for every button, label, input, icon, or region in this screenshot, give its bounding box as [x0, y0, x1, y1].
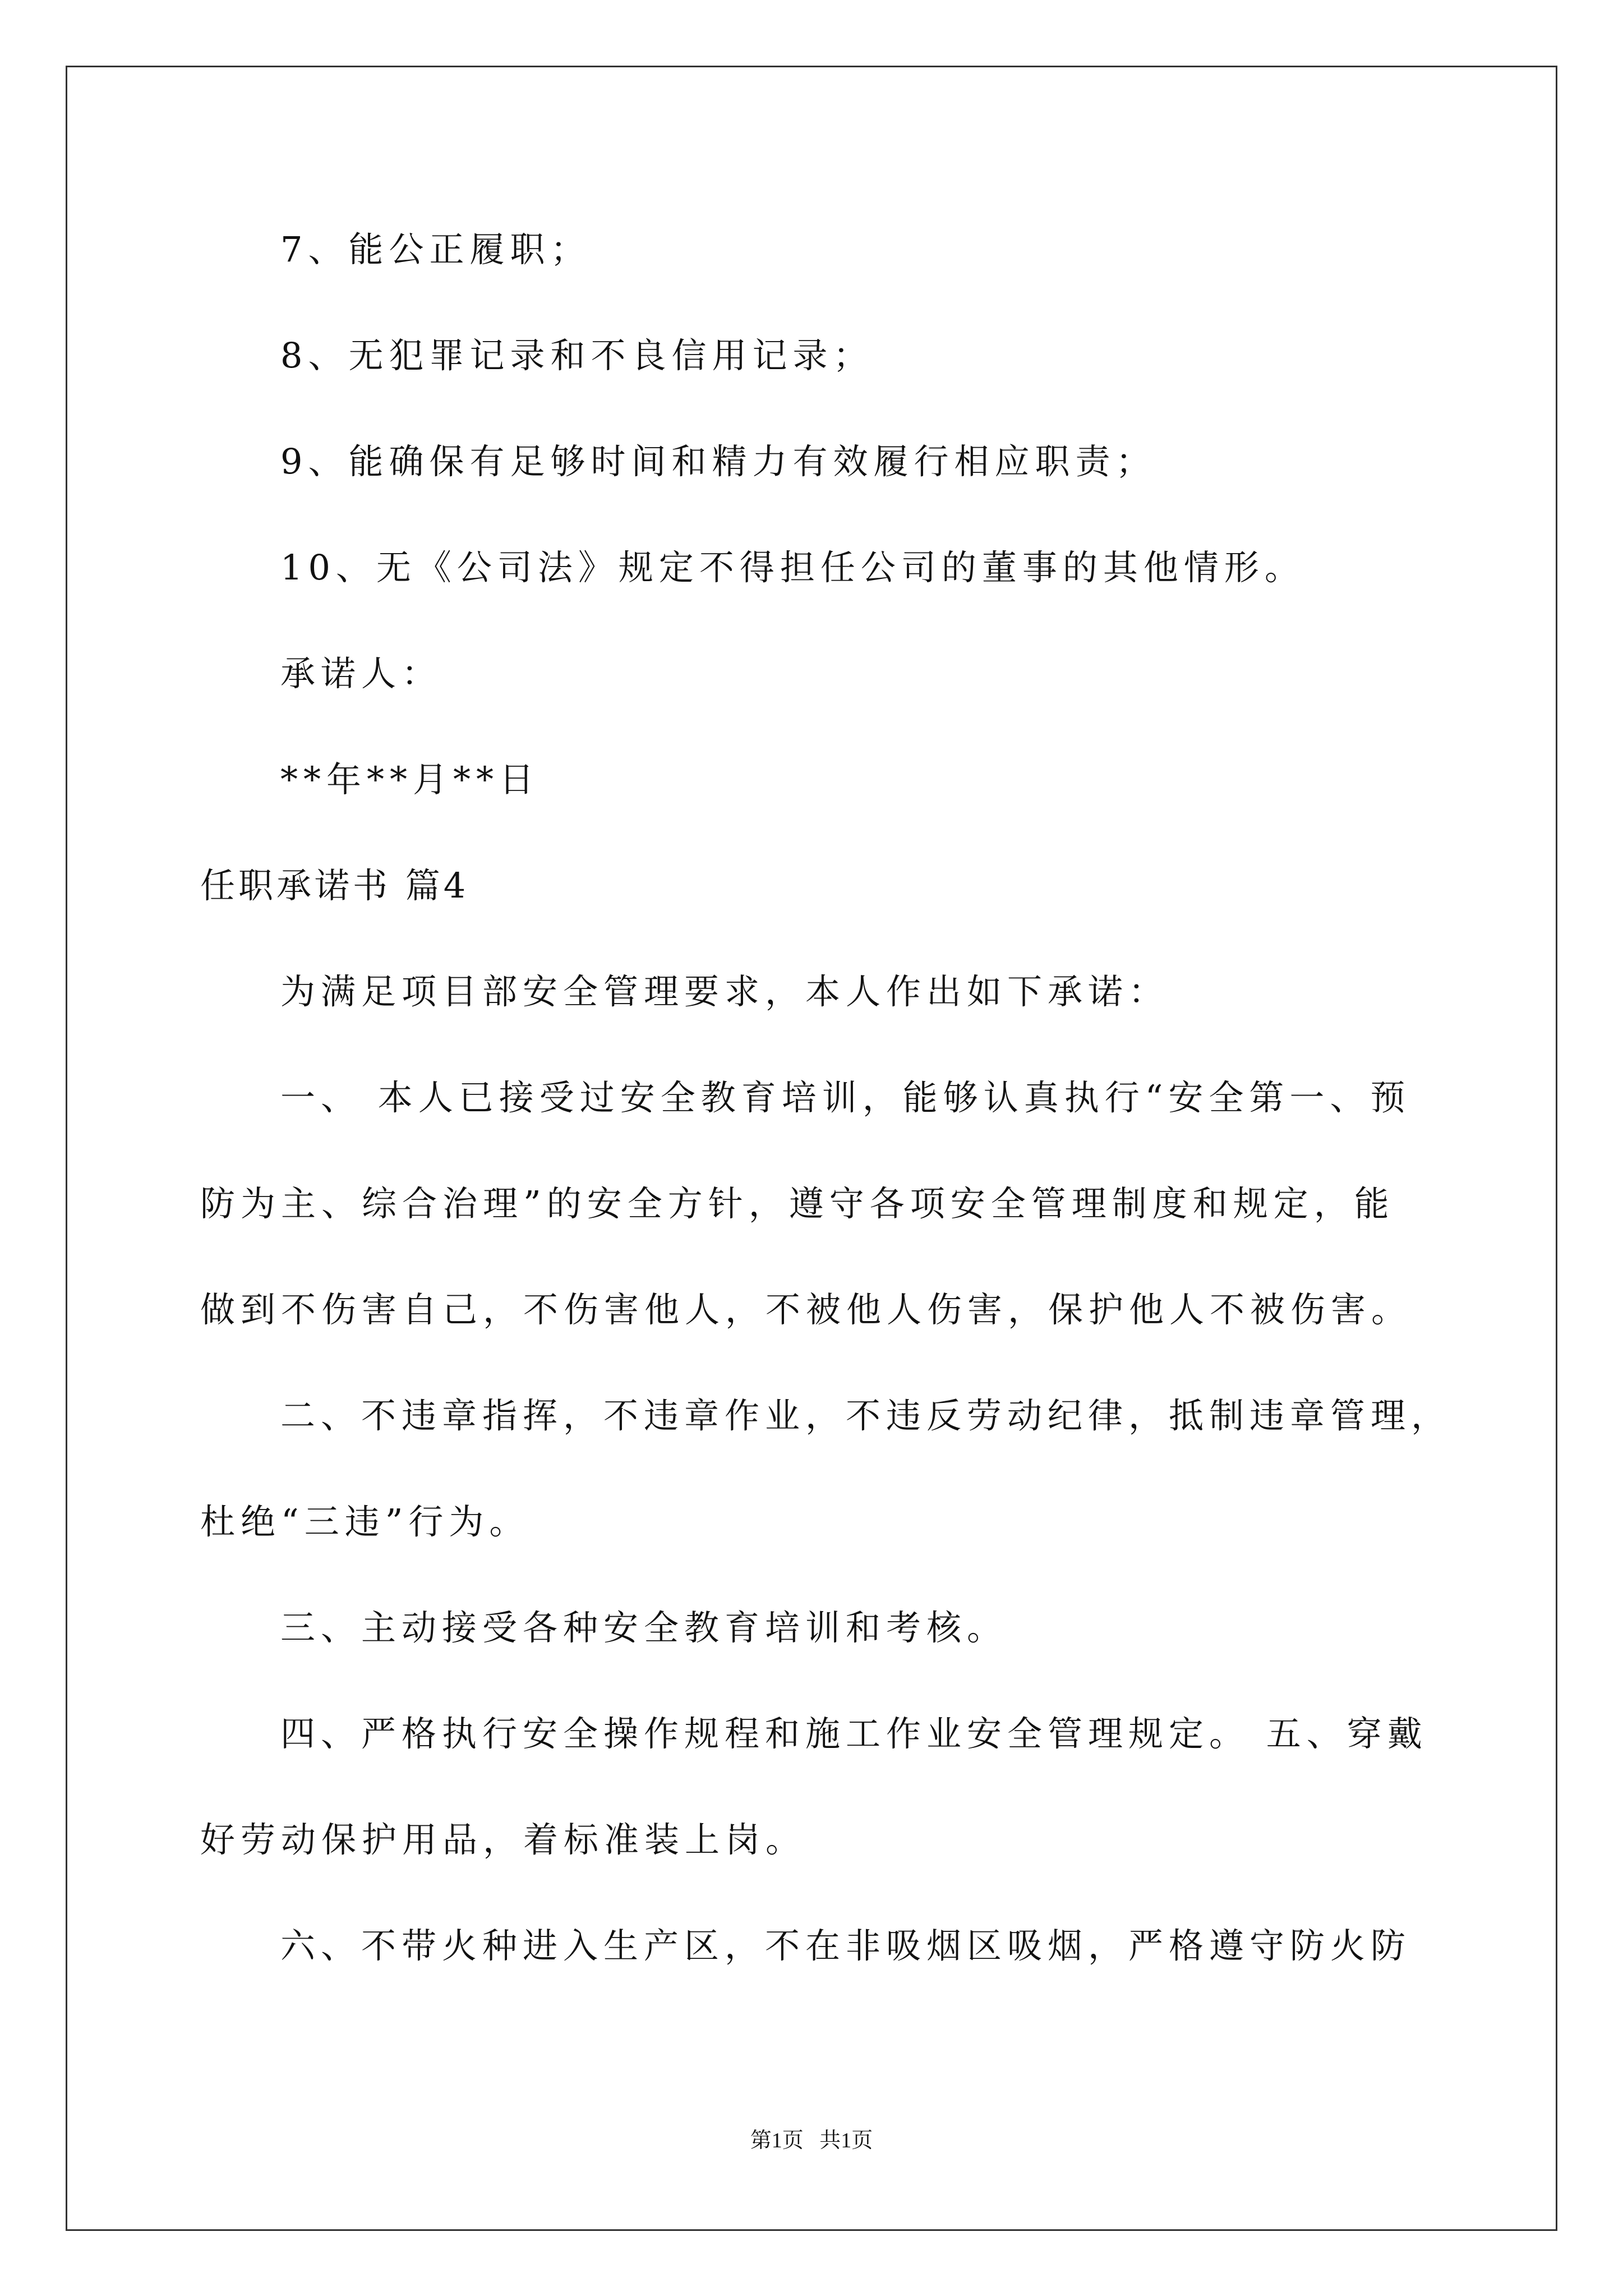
- paragraph-line: 防为主、综合治理”的安全方针，遵守各项安全管理制度和规定，能: [200, 1183, 1395, 1224]
- paragraph-line: 一、 本人已接受过安全教育培训，能够认真执行“安全第一、预: [280, 1077, 1411, 1118]
- intro-paragraph: 为满足项目部安全管理要求，本人作出如下承诺：: [280, 971, 1169, 1012]
- paragraph-line: 二、不违章指挥，不违章作业，不违反劳动纪律，抵制违章管理，: [280, 1395, 1452, 1436]
- paragraph-line: 三、主动接受各种安全教育培训和考核。: [280, 1607, 1008, 1648]
- page-border: [66, 66, 1557, 2231]
- paragraph-line: 六、不带火种进入生产区，不在非吸烟区吸烟，严格遵守防火防: [280, 1925, 1412, 1966]
- section-heading: 任职承诺书 篇4: [200, 865, 469, 906]
- promise-item-9: 9、能确保有足够时间和精力有效履行相应职责；: [280, 441, 1156, 482]
- paragraph-line: 好劳动保护用品，着标准装上岗。: [200, 1819, 806, 1860]
- promise-item-7: 7、能公正履职；: [280, 229, 591, 270]
- paragraph-line: 做到不伤害自己，不伤害他人，不被他人伤害，保护他人不被伤害。: [200, 1289, 1412, 1330]
- promise-item-8: 8、无犯罪记录和不良信用记录；: [280, 335, 874, 376]
- signer-label: 承诺人：: [280, 653, 442, 694]
- date-line: **年**月**日: [280, 759, 540, 800]
- page-number-footer: 第1页 共1页: [750, 2129, 873, 2152]
- promise-item-10: 10、无《公司法》规定不得担任公司的董事的其他情形。: [280, 547, 1305, 588]
- paragraph-line: 杜绝“三违”行为。: [200, 1501, 530, 1542]
- paragraph-line: 四、严格执行安全操作规程和施工作业安全管理规定。 五、穿戴: [280, 1713, 1428, 1754]
